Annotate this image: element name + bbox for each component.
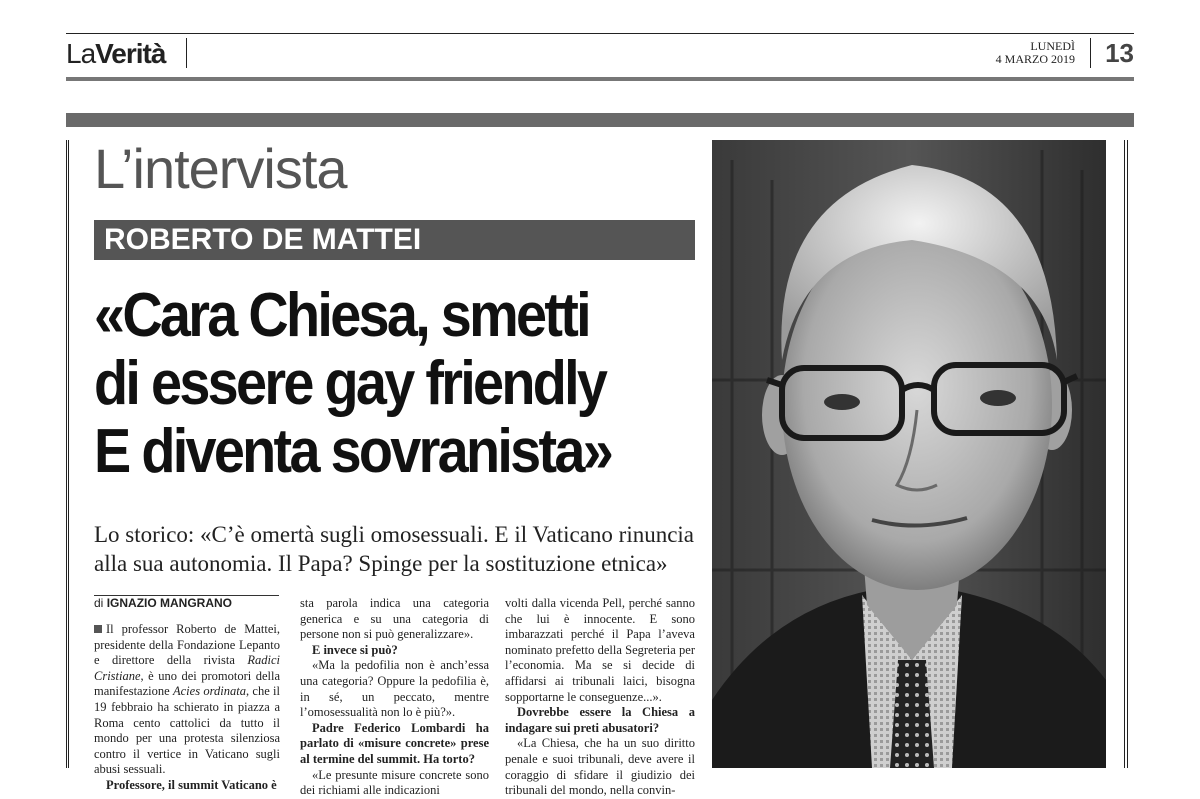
- newspaper-logo: LaVerità: [66, 38, 166, 69]
- headline: [94, 282, 643, 486]
- paragraph: «La Chiesa, che ha un suo diritto penale e suoi tribunali, deve avere il coraggio di sfidare il giudizio dei tribunali del mondo, nella convin-: [505, 736, 695, 798]
- byline-author: IGNAZIO MANGRANO: [106, 596, 233, 610]
- masthead-divider: [186, 38, 187, 68]
- headline-line: E diventa sovranista»: [94, 417, 612, 486]
- section-bar: [66, 113, 1134, 127]
- interview-question: Professore, il summit Vaticano è: [106, 777, 277, 792]
- paragraph: sta parola indica una categoria generica e su una categoria di persone non si può generalizzare».: [300, 596, 489, 642]
- masthead-bottom-rule: [66, 77, 1134, 81]
- interviewee-name: ROBERTO DE MATTEI: [104, 223, 422, 256]
- page-number: 13: [1105, 38, 1134, 68]
- masthead-divider: [1090, 38, 1091, 68]
- article-column-2: [300, 596, 489, 799]
- paragraph: «Ma la pedofilia non è anch’essa una categoria? Oppure la pedofilia è, in sé, un peccato, mentre l’omosessualità non lo è più?».: [300, 658, 489, 720]
- issue-date: [990, 40, 1075, 66]
- left-frame-rule: [66, 140, 69, 768]
- paragraph: «Le presunte misure concrete sono dei richiami alle indicazioni: [300, 767, 489, 798]
- byline: di IGNAZIO MANGRANO: [94, 596, 233, 610]
- section-kicker: L’intervista: [94, 137, 347, 200]
- interview-question: Dovrebbe essere la Chiesa a indagare sui preti abusatori?: [505, 705, 695, 735]
- portrait-illustration: [712, 140, 1106, 768]
- right-frame-rule: [1124, 140, 1128, 768]
- interview-question: Padre Federico Lombardi ha parlato di «misure concrete» prese al termine del summit. Ha torto?: [300, 720, 489, 766]
- issue-date-text: 4 MARZO 2019: [995, 52, 1075, 66]
- paragraph-marker-icon: [94, 625, 102, 633]
- interview-question: E invece si può?: [312, 642, 398, 657]
- headline-line: «Cara Chiesa, smetti: [94, 281, 589, 350]
- headline-line: di essere gay friendly: [94, 349, 606, 418]
- portrait-photo: [712, 140, 1106, 768]
- issue-day: LUNEDÌ: [1030, 39, 1075, 53]
- masthead-top-rule: [66, 33, 1134, 34]
- paragraph: Il professor Roberto de Mattei, presidente della Fondazione Lepanto e direttore della rivista Radici Cristiane, è uno dei promotori della manifestazione Acies ordinata, che il 19 febbraio ha schierato in piazza a Roma cento cattolici da tutto il mondo per una protesta silenziosa contro il vertice in Vaticano sugli abusi sessuali.: [94, 622, 281, 777]
- article-column-3: [505, 596, 695, 799]
- paragraph: volti dalla vicenda Pell, perché sanno che lui è innocente. E sono imbarazzati perché il Papa l’aveva nominato prefetto della Segreteria per l’economia. Ma se si decide di affidarsi ai tribunali laici, bisogna sopportarne le conseguenze...».: [505, 596, 695, 704]
- subheadline: Lo storico: «C’è omertà sugli omosessuali. E il Vaticano rinuncia alla sua autonomia. Il Papa? Spinge per la sostituzione etnica»: [94, 522, 695, 576]
